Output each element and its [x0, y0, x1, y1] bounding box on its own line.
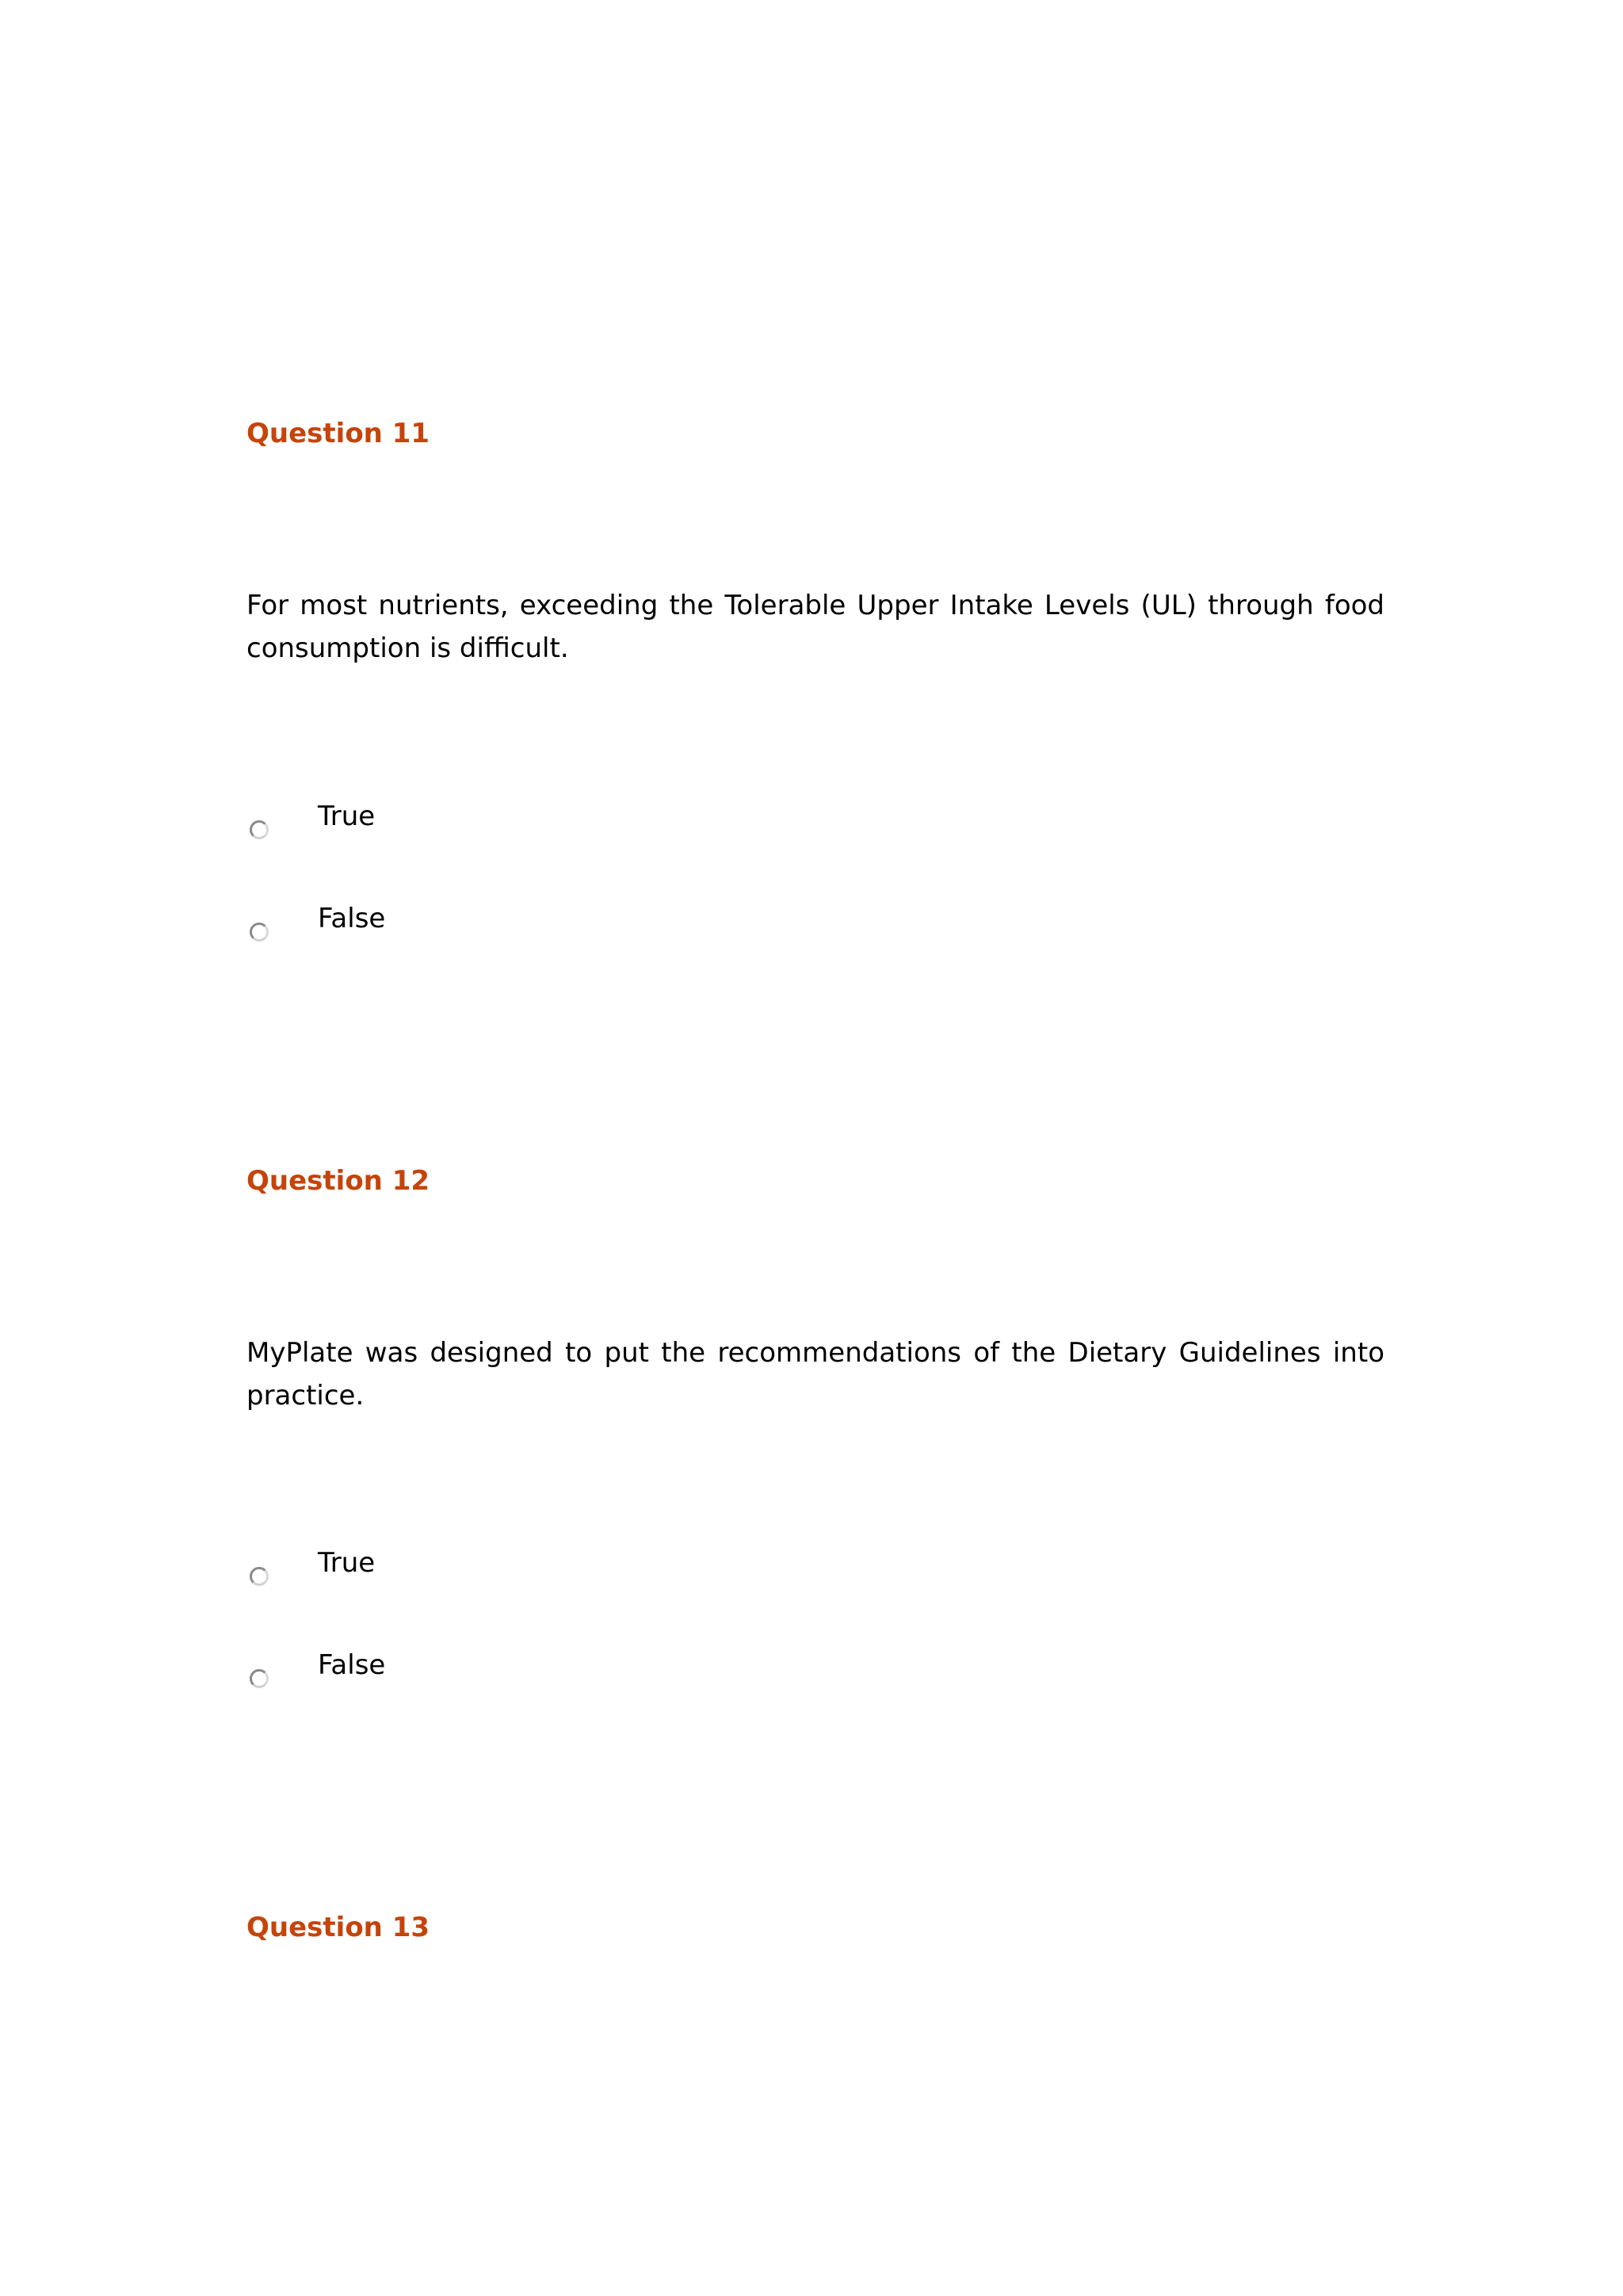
option-label: False	[318, 1649, 386, 1681]
radio-button-icon[interactable]	[250, 1669, 269, 1688]
question-12-text: MyPlate was designed to put the recommendations of the Dietary Guidelines into practice.	[246, 1337, 1384, 1412]
question-12-option-true[interactable]	[246, 1547, 722, 1595]
radio-button-icon[interactable]	[250, 1567, 269, 1586]
question-12-option-false[interactable]	[246, 1649, 722, 1697]
radio-button-icon[interactable]	[250, 820, 269, 839]
question-12-title: Question 12	[246, 1165, 430, 1197]
radio-button-icon[interactable]	[250, 923, 269, 942]
question-11-option-true[interactable]	[246, 800, 722, 848]
option-label: True	[318, 1547, 376, 1579]
question-11-option-false[interactable]	[246, 903, 722, 950]
question-11-title: Question 11	[246, 418, 430, 449]
option-label: False	[318, 903, 386, 934]
option-label: True	[318, 800, 376, 832]
question-13-title: Question 13	[246, 1912, 430, 1943]
question-11-text: For most nutrients, exceeding the Tolerable Upper Intake Levels (UL) through food consumption is difficult.	[246, 590, 1384, 664]
